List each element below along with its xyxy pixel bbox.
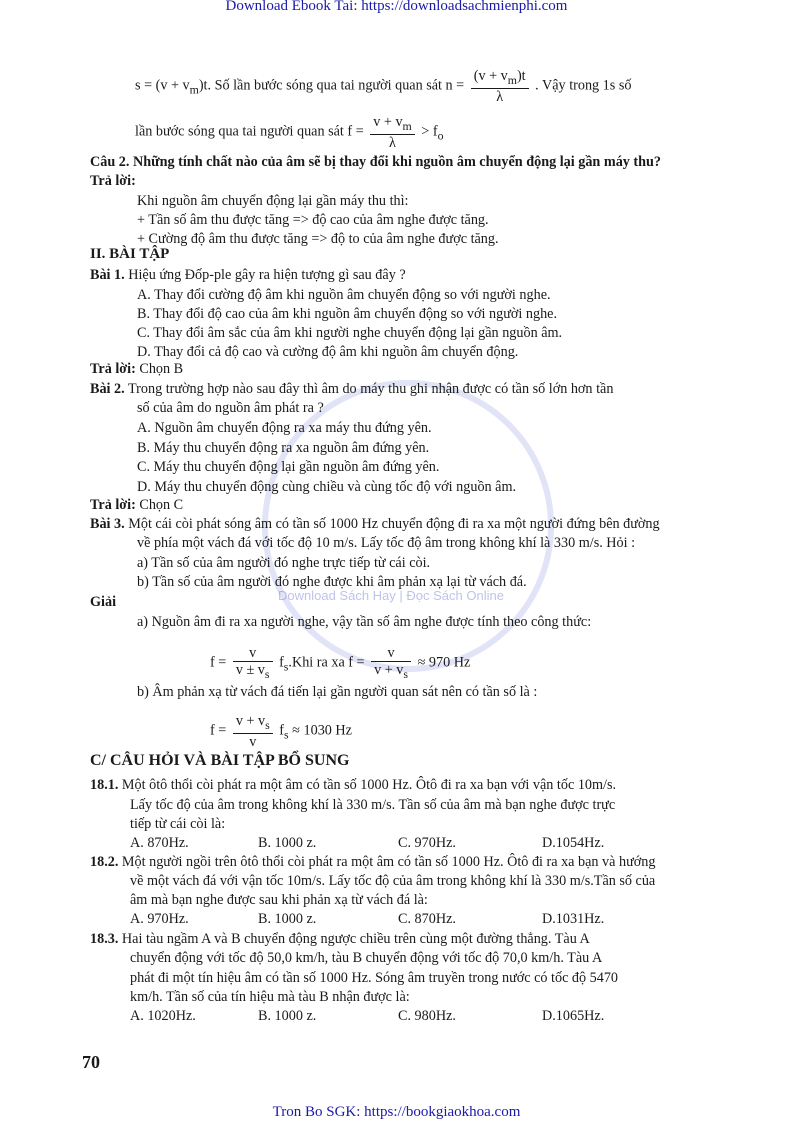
answer-line: Khi nguồn âm chuyển động lại gần máy thu thì: [137,193,409,209]
page-number: 70 [82,1052,100,1072]
fraction-n: $\frac{(v + v_m)t}{\lambda}$ [471,68,529,105]
solution-a: a) Nguồn âm đi ra xa người nghe, vậy tần số âm nghe được tính theo công thức: [137,614,592,630]
section-title: II. BÀI TẬP [90,246,170,262]
intro-line-2: lần bước sóng qua tai người quan sát f = $\frac{v + v_m}{\lambda}$ > $f_o$ [135,114,444,151]
option: D.1065Hz. [542,1008,605,1024]
answer-label: Trả lời: [90,173,136,189]
answer-line: + Cường độ âm thu được tăng => độ to của âm nghe được tăng. [137,231,499,247]
question-cont: về một vách đá với vận tốc 10m/s. Lấy tốc độ của âm trong không khí là 330 m/s.Tần số của [130,873,656,889]
solution-b: b) Âm phản xạ từ vách đá tiến lại gần người quan sát nên có tần số là : [137,684,538,700]
option: A. 870Hz. [130,835,189,851]
option: A. Thay đổi cường độ âm khi nguồn âm chuyển động so với người nghe. [137,287,551,303]
option: B. 1000 z. [258,835,317,851]
option: A. 970Hz. [130,911,189,927]
section-title: C/ CÂU HỎI VÀ BÀI TẬP BỔ SUNG [90,752,350,769]
exercise-3: Bài 3. Một cái còi phát sóng âm có tần số 1000 Hz chuyển động đi ra xa một người đứng bên đường [90,516,660,532]
exercise-3-a: a) Tần số của âm người đó nghe trực tiếp từ cái còi. [137,555,431,571]
answer-line: + Tần số âm thu được tăng => độ cao của âm nghe được tăng. [137,212,489,228]
option: B. 1000 z. [258,1008,317,1024]
watermark-text: Download Sách Hay | Đọc Sách Online [278,588,504,603]
question-cont: Lấy tốc độ của âm trong không khí là 330 m/s. Tần số của âm mà bạn nghe được trực [130,797,616,813]
fraction-f: $\frac{v + v_m}{\lambda}$ [370,114,415,151]
solution-label: Giải [90,594,117,610]
formula-1: f = $\frac{v}{v \pm v_s}$ $f_s.Khi$ ra xa f = $\frac{v}{v + v_s}$ ≈ 970 Hz [210,645,471,681]
exercise-2-answer: Trả lời: Chọn C [90,497,184,513]
option: C. Thay đổi âm sắc của âm khi người nghe chuyển động lại gần nguồn âm. [137,325,563,341]
exercise-3-cont: về phía một vách đá với tốc độ 10 m/s. Lấy tốc độ âm trong không khí là 330 m/s. Hỏi : [137,535,636,551]
question-cont: tiếp từ cái còi là: [130,816,226,832]
option: A. Nguồn âm chuyển động ra xa máy thu đứng yên. [137,420,432,436]
option: A. 1020Hz. [130,1008,196,1024]
exercise-1: Bài 1. Hiệu ứng Đốp-ple gây ra hiện tượng gì sau đây ? [90,267,406,283]
option: C. 980Hz. [398,1008,456,1024]
question-cont: phát đi một tín hiệu âm có tần số 1000 Hz. Sóng âm truyền trong nước có tốc độ 5470 [130,970,619,986]
question-2: Câu 2. Những tính chất nào của âm sẽ bị thay đổi khi nguồn âm chuyển động lại gần máy thu? [90,154,662,170]
option: B. Máy thu chuyển động ra xa nguồn âm đứng yên. [137,440,430,456]
option: D.1054Hz. [542,835,605,851]
option: C. Máy thu chuyển động lại gần nguồn âm đứng yên. [137,459,440,475]
exercise-2: Bài 2. Trong trường hợp nào sau đây thì âm do máy thu ghi nhận được có tần số lớn hơn tần [90,381,614,397]
question-18-1: 18.1. Một ôtô thổi còi phát ra một âm có tần số 1000 Hz. Ôtô đi ra xa bạn với vận tốc 10m/s. [90,777,617,793]
option: D. Thay đổi cả độ cao và cường độ âm khi nguồn âm chuyển động. [137,344,519,360]
option: B. Thay đổi độ cao của âm khi nguồn âm chuyển động so với người nghe. [137,306,558,322]
exercise-1-answer: Trả lời: Chọn B [90,361,184,377]
question-18-2: 18.2. Một người ngồi trên ôtô thổi còi phát ra một âm có tần số 1000 Hz. Ôtô đi ra xa bạn và hướng [90,854,656,870]
question-cont: âm mà bạn nghe được sau khi phản xạ từ vách đá là: [130,892,428,908]
option: D.1031Hz. [542,911,605,927]
formula-2: f = $\frac{v + v_s}{v}$ $f_s \approx 1030$ Hz [210,713,352,750]
exercise-3-b: b) Tần số của âm người đó nghe được khi âm phản xạ lại từ vách đá. [137,574,527,590]
option: B. 1000 z. [258,911,317,927]
option: C. 870Hz. [398,911,456,927]
intro-line-1: $s = (v + v_m)t$. Số lần bước sóng qua tai người quan sát n = $\frac{(v + v_m)t}{\lambda}$ . Vậy trong 1s số [135,68,632,105]
question-cont: chuyển động với tốc độ 50,0 km/h, tàu B chuyển động với tốc độ 70,0 km/h. Tàu A [130,950,603,966]
header-link[interactable]: Download Ebook Tai: https://downloadsachmienphi.com [225,0,568,14]
question-cont: km/h. Tần số của tín hiệu mà tàu B nhận được là: [130,989,410,1005]
exercise-2-cont: số của âm do nguồn âm phát ra ? [137,400,324,416]
footer-link[interactable]: Tron Bo SGK: https://bookgiaokhoa.com [272,1104,521,1120]
question-18-3: 18.3. Hai tàu ngầm A và B chuyển động ngược chiều trên cùng một đường thẳng. Tàu A [90,931,590,947]
option: C. 970Hz. [398,835,456,851]
option: D. Máy thu chuyển động cùng chiều và cùng tốc độ với nguồn âm. [137,479,517,495]
